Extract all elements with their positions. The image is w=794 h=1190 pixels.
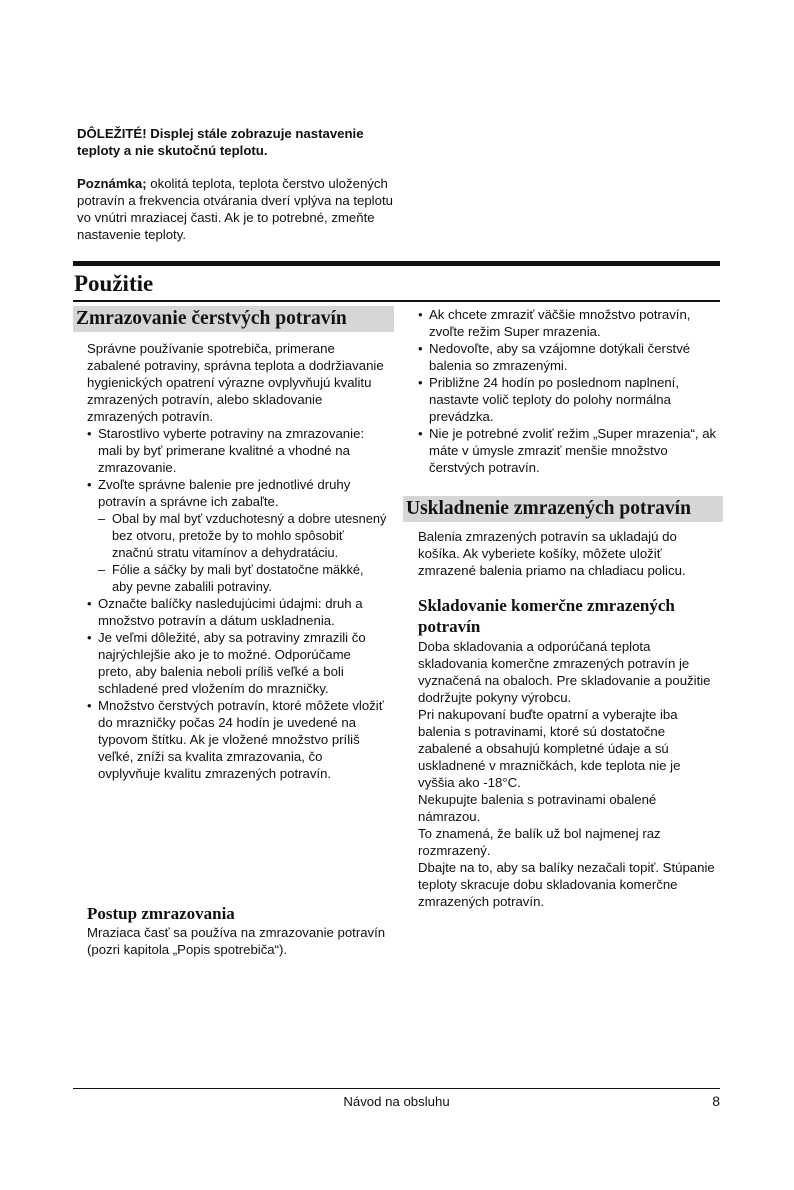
freezing-heading: Zmrazovanie čerstvých potravín bbox=[73, 306, 394, 332]
note-text: okolitá teplota, teplota čerstvo uložených potravín a frekvencia otvárania dverí vplýva na teplotu vo vnútri mraziacej časti. Ak je to potrebné, zmeňte nastavenie teploty. bbox=[77, 176, 393, 242]
storage-block bbox=[418, 528, 718, 579]
freezing-intro: Správne používanie spotrebiča, primerane zabalené potraviny, správna teplota a dodržiavanie hygienických opatrení výrazne ovplyvňujú kvalitu zmrazených potravín, alebo skladovanie zmrazených potravín. bbox=[87, 341, 384, 424]
freezing-list bbox=[87, 425, 387, 782]
list-item: • Ak chcete zmraziť väčšie množstvo potravín, zvoľte režim Super mrazenia. bbox=[418, 306, 718, 340]
list-item: • Približne 24 hodín po poslednom naplnení, nastavte volič teploty do polohy normálna prevádzka. bbox=[418, 374, 718, 425]
page-number: 8 bbox=[712, 1093, 720, 1109]
commercial-heading: Skladovanie komerčne zmrazených potravín bbox=[418, 596, 675, 636]
commercial-body bbox=[418, 638, 718, 910]
dash-item: – Obal by mal byť vzduchotesný a dobre utesnený bez otvoru, pretože by to mohlo spôsobiť značnú stratu vitamínov a dehydratáciu. bbox=[87, 510, 387, 561]
commercial-paragraph: Doba skladovania a odporúčaná teplota skladovania komerčne zmrazených potravín je vyznačená na obaloch. Pre skladovanie a použitie dodržujte pokyny výrobcu. bbox=[418, 639, 711, 705]
section-title: Použitie bbox=[74, 271, 154, 296]
note-paragraph bbox=[77, 175, 395, 243]
commercial-paragraph: Dbajte na to, aby sa balíky nezačali topiť. Stúpanie teploty skracuje dobu skladovania komerčne zmrazených potravín. bbox=[418, 860, 715, 909]
list-item: • Starostlivo vyberte potraviny na zmrazovanie: mali by byť primerane kvalitné a vhodné na zmrazovanie. bbox=[87, 425, 387, 476]
list-item: • Označte balíčky nasledujúcimi údajmi: druh a množstvo potravín a dátum uskladnenia. bbox=[87, 595, 387, 629]
storage-text: Balenia zmrazených potravín sa ukladajú do košíka. Ak vyberiete košíky, môžete uložiť zmrazené balenia priamo na chladiacu policu. bbox=[418, 529, 686, 578]
right-bullets-column bbox=[418, 306, 718, 476]
section-rule bbox=[73, 300, 720, 302]
commercial-paragraph: Pri nakupovaní buďte opatrní a vyberajte iba balenia s potravinami, ktoré sú dostatočne zabalené a obsahujú kompletné údaje a sú uskladnené v mrazničkách, kde teplota nie je vyššia ako -18°C. bbox=[418, 707, 681, 790]
list-item: • Nie je potrebné zvoliť režim „Super mrazenia“, ak máte v úmysle zmraziť menšie množstvo čerstvých potravín. bbox=[418, 425, 718, 476]
procedure-body bbox=[87, 924, 387, 958]
intro-block bbox=[77, 125, 395, 243]
footer-rule bbox=[73, 1088, 720, 1089]
list-item: • Nedovoľte, aby sa vzájomne dotýkali čerstvé balenia so zmrazenými. bbox=[418, 340, 718, 374]
procedure-text: Mraziaca časť sa používa na zmrazovanie potravín (pozri kapitola „Popis spotrebiča“). bbox=[87, 925, 386, 957]
footer-title: Návod na obsluhu bbox=[343, 1094, 450, 1109]
right-list bbox=[418, 306, 718, 476]
list-item: • Množstvo čerstvých potravín, ktoré môžete vložiť do mrazničky počas 24 hodín je uvedené na typovom štítku. Ak je vložené množstvo príliš veľké, zníži sa kvalita zmrazovania, čo ovplyvňuje kvalitu zmrazených potravín. bbox=[87, 697, 387, 782]
freezing-column bbox=[87, 340, 387, 782]
important-note: DÔLEŽITÉ! Displej stále zobrazuje nastavenie teploty a nie skutočnú teplotu. bbox=[77, 126, 364, 158]
procedure-heading: Postup zmrazovania bbox=[87, 904, 235, 923]
list-item: • Zvoľte správne balenie pre jednotlivé druhy potravín a správne ich zabaľte. bbox=[87, 476, 387, 510]
commercial-paragraph: To znamená, že balík už bol najmenej raz rozmrazený. bbox=[418, 826, 661, 858]
note-label: Poznámka; bbox=[77, 176, 147, 191]
dash-item: – Fólie a sáčky by mali byť dostatočne mäkké, aby pevne zabalili potraviny. bbox=[87, 561, 387, 595]
section-top-bar bbox=[73, 261, 720, 266]
commercial-paragraph: Nekupujte balenia s potravinami obalené námrazou. bbox=[418, 792, 657, 824]
storage-heading: Uskladnenie zmrazených potravín bbox=[403, 496, 723, 522]
list-item: • Je veľmi dôležité, aby sa potraviny zmrazili čo najrýchlejšie ako je to možné. Odporúčame preto, aby balenia neboli príliš veľké a boli schladené pred vložením do mrazničky. bbox=[87, 629, 387, 697]
